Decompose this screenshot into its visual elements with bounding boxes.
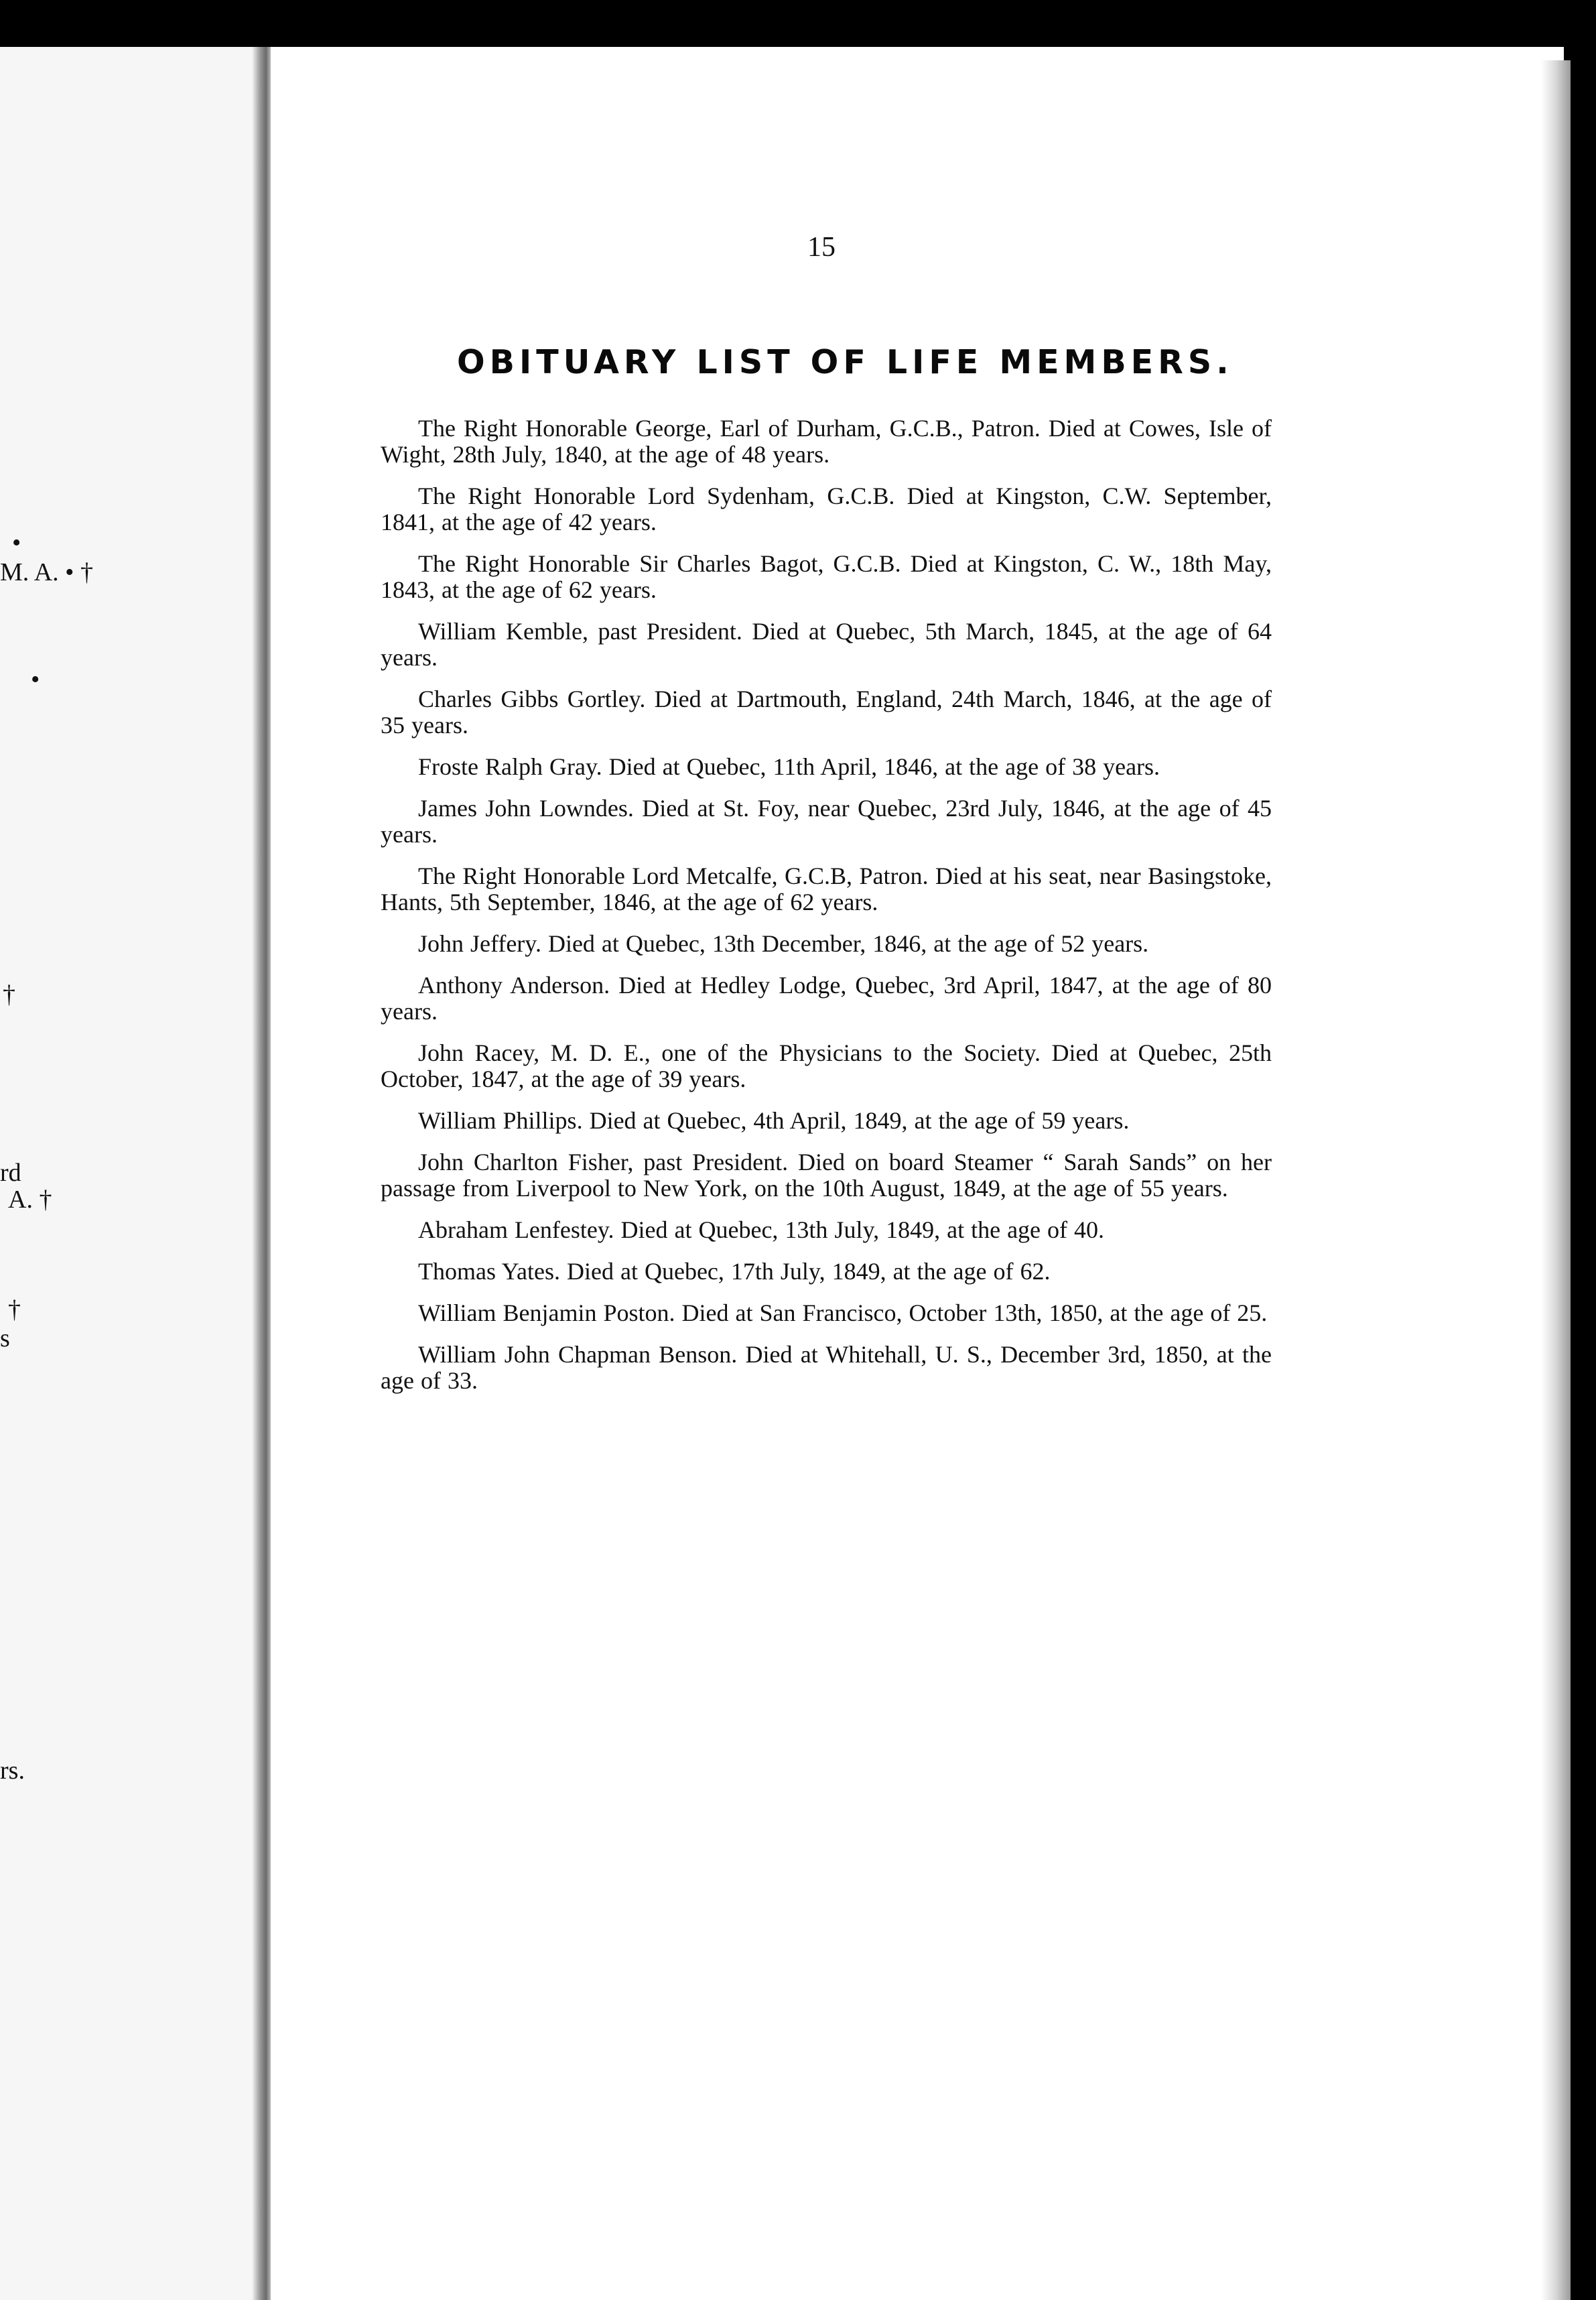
obituary-list [381, 416, 1272, 1409]
left-page-text: † [3, 980, 15, 1009]
obituary-entry: William Kemble, past President. Died at Quebec, 5th March, 1845, at the age of 64 years. [381, 618, 1272, 671]
obituary-entry: Thomas Yates. Died at Quebec, 17th July, 1849, at the age of 62. [418, 1258, 1051, 1285]
obituary-entry: John Racey, M. D. E., one of the Physicians to the Society. Died at Quebec, 25th October, 1847, at the age of 39 years. [381, 1039, 1272, 1092]
obituary-entry: The Right Honorable Lord Sydenham, G.C.B. Died at Kingston, C.W. September, 1841, at the age of 42 years. [381, 483, 1272, 535]
left-page-text: M. A. • † [0, 558, 93, 586]
obituary-entry: The Right Honorable George, Earl of Durham, G.C.B., Patron. Died at Cowes, Isle of Wight, 28th July, 1840, at the age of 48 years. [381, 415, 1272, 468]
left-page-text: † [8, 1295, 21, 1324]
left-page-text: • [31, 665, 40, 694]
page-title: OBITUARY LIST OF LIFE MEMBERS. [457, 343, 1234, 381]
obituary-entry: Charles Gibbs Gortley. Died at Dartmouth, England, 24th March, 1846, at the age of 35 years. [381, 686, 1272, 739]
obituary-entry: The Right Honorable Lord Metcalfe, G.C.B, Patron. Died at his seat, near Basingstoke, Hants, 5th September, 1846, at the age of 62 years. [381, 862, 1272, 915]
obituary-entry: Froste Ralph Gray. Died at Quebec, 11th April, 1846, at the age of 38 years. [418, 753, 1160, 780]
page-gutter-shadow [252, 47, 272, 2300]
page-number: 15 [807, 232, 836, 263]
obituary-entry: William Phillips. Died at Quebec, 4th April, 1849, at the age of 59 years. [418, 1107, 1130, 1134]
left-page-text: rd [0, 1159, 21, 1187]
obituary-entry: James John Lowndes. Died at St. Foy, near Quebec, 23rd July, 1846, at the age of 45 years. [381, 795, 1272, 848]
obituary-entry: William Benjamin Poston. Died at San Francisco, October 13th, 1850, at the age of 25. [418, 1299, 1268, 1326]
obituary-entry: John Charlton Fisher, past President. Died on board Steamer “ Sarah Sands” on her passage from Liverpool to New York, on the 10th August, 1849, at the age of 55 years. [381, 1149, 1272, 1202]
obituary-entry: The Right Honorable Sir Charles Bagot, G.C.B. Died at Kingston, C. W., 18th May, 1843, at the age of 62 years. [381, 550, 1272, 603]
page-edge-shadow [1541, 60, 1571, 2300]
left-page-text: A. † [8, 1186, 52, 1214]
obituary-entry: William John Chapman Benson. Died at Whitehall, U. S., December 3rd, 1850, at the age of 33. [381, 1341, 1272, 1394]
left-page-text: s [0, 1324, 10, 1352]
previous-page-fragment [0, 47, 263, 2300]
left-page-text: • [12, 529, 21, 557]
left-page-text: rs. [0, 1756, 25, 1785]
obituary-entry: Abraham Lenfestey. Died at Quebec, 13th July, 1849, at the age of 40. [418, 1216, 1105, 1243]
obituary-entry: John Jeffery. Died at Quebec, 13th December, 1846, at the age of 52 years. [418, 930, 1149, 957]
obituary-entry: Anthony Anderson. Died at Hedley Lodge, Quebec, 3rd April, 1847, at the age of 80 years. [381, 972, 1272, 1025]
